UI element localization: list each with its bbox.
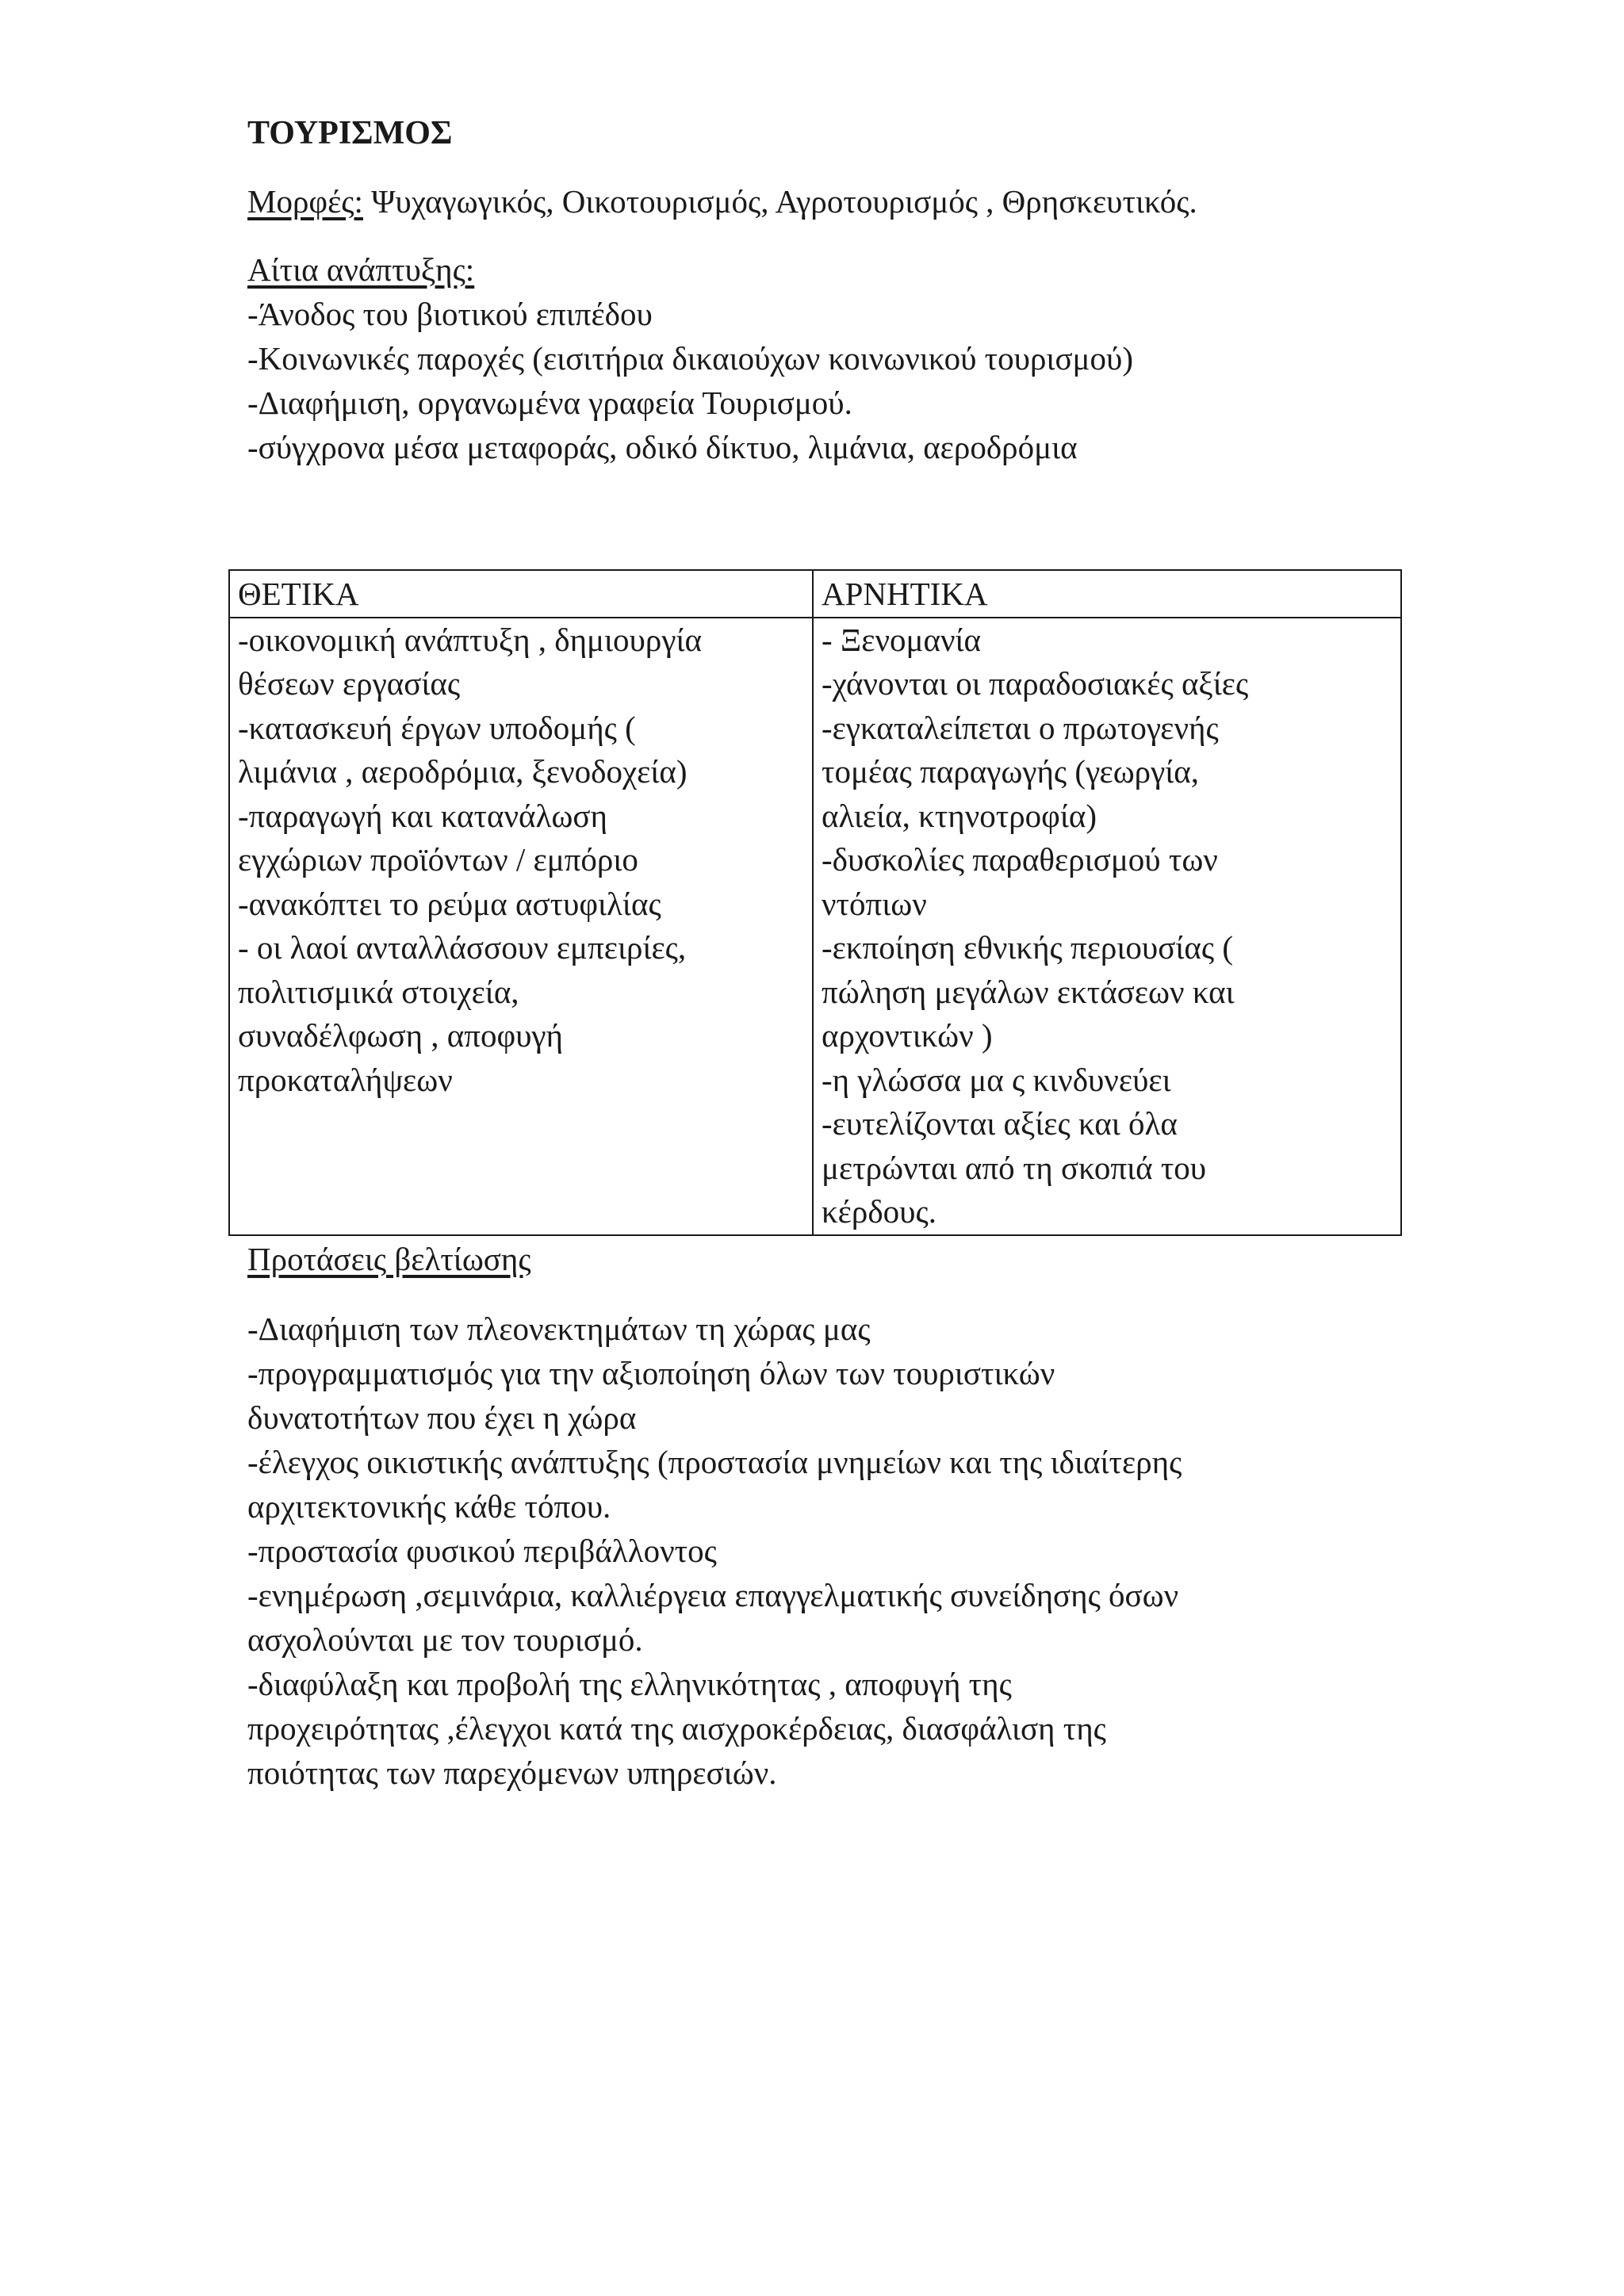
positive-line: πολιτισμικά στοιχεία,	[238, 973, 519, 1010]
causes-heading-text: Αίτια ανάπτυξης:	[247, 251, 475, 288]
negative-line: αλιεία, κτηνοτροφία)	[822, 797, 1097, 834]
negative-line: ντόπιων	[822, 885, 927, 922]
positive-line: -κατασκευή έργων υποδομής (	[238, 709, 636, 746]
negative-line: κέρδους.	[822, 1193, 936, 1230]
negative-line: αρχοντικών )	[822, 1017, 993, 1054]
header-positive: ΘΕΤΙΚΑ	[229, 570, 813, 618]
negative-line: -η γλώσσα μα ς κινδυνεύει	[822, 1061, 1171, 1098]
suggestion-line: δυνατοτήτων που έχει η χώρα	[247, 1399, 637, 1436]
negative-line: -εκποίηση εθνικής περιουσίας (	[822, 929, 1233, 966]
suggestion-line: αρχιτεκτονικής κάθε τόπου.	[247, 1488, 611, 1525]
positive-line: - οι λαοί ανταλλάσσουν εμπειρίες,	[238, 929, 687, 966]
negative-line: πώληση μεγάλων εκτάσεων και	[822, 973, 1235, 1010]
cause-item: -Κοινωνικές παροχές (εισιτήρια δικαιούχων κοινωνικού τουρισμού)	[247, 340, 1133, 377]
positive-line: -παραγωγή και κατανάλωση	[238, 797, 607, 834]
page-title: ΤΟΥΡΙΣΜΟΣ	[247, 115, 453, 151]
forms-label: Μορφές:	[247, 183, 363, 220]
negative-line: -εγκαταλείπεται ο πρωτογενής	[822, 709, 1219, 746]
positive-cell	[229, 618, 813, 1235]
negative-line: μετρώνται από τη σκοπιά του	[822, 1149, 1207, 1186]
suggestion-line: ποιότητας των παρεχόμενων υπηρεσιών.	[247, 1755, 777, 1791]
suggestion-line: προχειρότητας ,έλεγχοι κατά της αισχροκέρδειας, διασφάλιση της	[247, 1710, 1106, 1747]
suggestion-line: -προστασία φυσικού περιβάλλοντος	[247, 1533, 717, 1569]
cause-item: -Άνοδος του βιοτικού επιπέδου	[247, 296, 653, 332]
suggestions-heading	[247, 1237, 1413, 1281]
positive-line: -οικονομική ανάπτυξη , δημιουργία	[238, 621, 702, 658]
suggestion-line: -ενημέρωση ,σεμινάρια, καλλιέργεια επαγγελματικής συνείδησης όσων	[247, 1577, 1179, 1613]
positive-line: συναδέλφωση , αποφυγή	[238, 1017, 563, 1054]
negative-line: -ευτελίζονται αξίες και όλα	[822, 1105, 1178, 1142]
positive-line: λιμάνια , αεροδρόμια, ξενοδοχεία)	[238, 753, 688, 790]
negative-line: - Ξενομανία	[822, 621, 982, 658]
suggestion-line: -διαφύλαξη και προβολή της ελληνικότητας , αποφυγή της	[247, 1666, 1012, 1702]
header-negative: ΑΡΝΗΤΙΚΑ	[813, 570, 1401, 618]
positive-line: εγχώριων προϊόντων / εμπόριο	[238, 841, 638, 878]
forms-text: Ψυχαγωγικός, Οικοτουρισμός, Αγροτουρισμός , Θρησκευτικός.	[362, 183, 1197, 220]
negative-line: τομέας παραγωγής (γεωργία,	[822, 753, 1200, 790]
suggestion-line: -Διαφήμιση των πλεονεκτημάτων τη χώρας μας	[247, 1311, 871, 1347]
suggestions-list	[247, 1307, 1413, 1795]
suggestion-line: ασχολούνται με τον τουρισμό.	[247, 1621, 643, 1658]
suggestions-heading-text: Προτάσεις βελτίωσης	[247, 1241, 531, 1277]
causes-list	[247, 292, 1413, 469]
positive-line: προκαταλήψεων	[238, 1061, 453, 1098]
cause-item: -σύγχρονα μέσα μεταφοράς, οδικό δίκτυο, λιμάνια, αεροδρόμια	[247, 429, 1078, 465]
causes-heading	[247, 247, 1413, 292]
pros-cons-table	[228, 569, 1402, 1236]
positive-line: θέσεων εργασίας	[238, 665, 461, 702]
cause-item: -Διαφήμιση, οργανωμένα γραφεία Τουρισμού.	[247, 385, 852, 421]
suggestion-line: -έλεγχος οικιστικής ανάπτυξης (προστασία μνημείων και της ιδιαίτερης	[247, 1444, 1182, 1480]
suggestions-section	[247, 1237, 1413, 1795]
table-header-row	[229, 570, 1401, 618]
suggestion-line: -προγραμματισμός για την αξιοποίηση όλων των τουριστικών	[247, 1355, 1055, 1391]
forms-paragraph	[247, 179, 1413, 224]
negative-cell	[813, 618, 1401, 1235]
document-body	[247, 111, 1413, 469]
positive-line: -ανακόπτει το ρεύμα αστυφιλίας	[238, 885, 661, 922]
table-body-row	[229, 618, 1401, 1235]
negative-line: -δυσκολίες παραθερισμού των	[822, 841, 1218, 878]
negative-line: -χάνονται οι παραδοσιακές αξίες	[822, 665, 1249, 702]
